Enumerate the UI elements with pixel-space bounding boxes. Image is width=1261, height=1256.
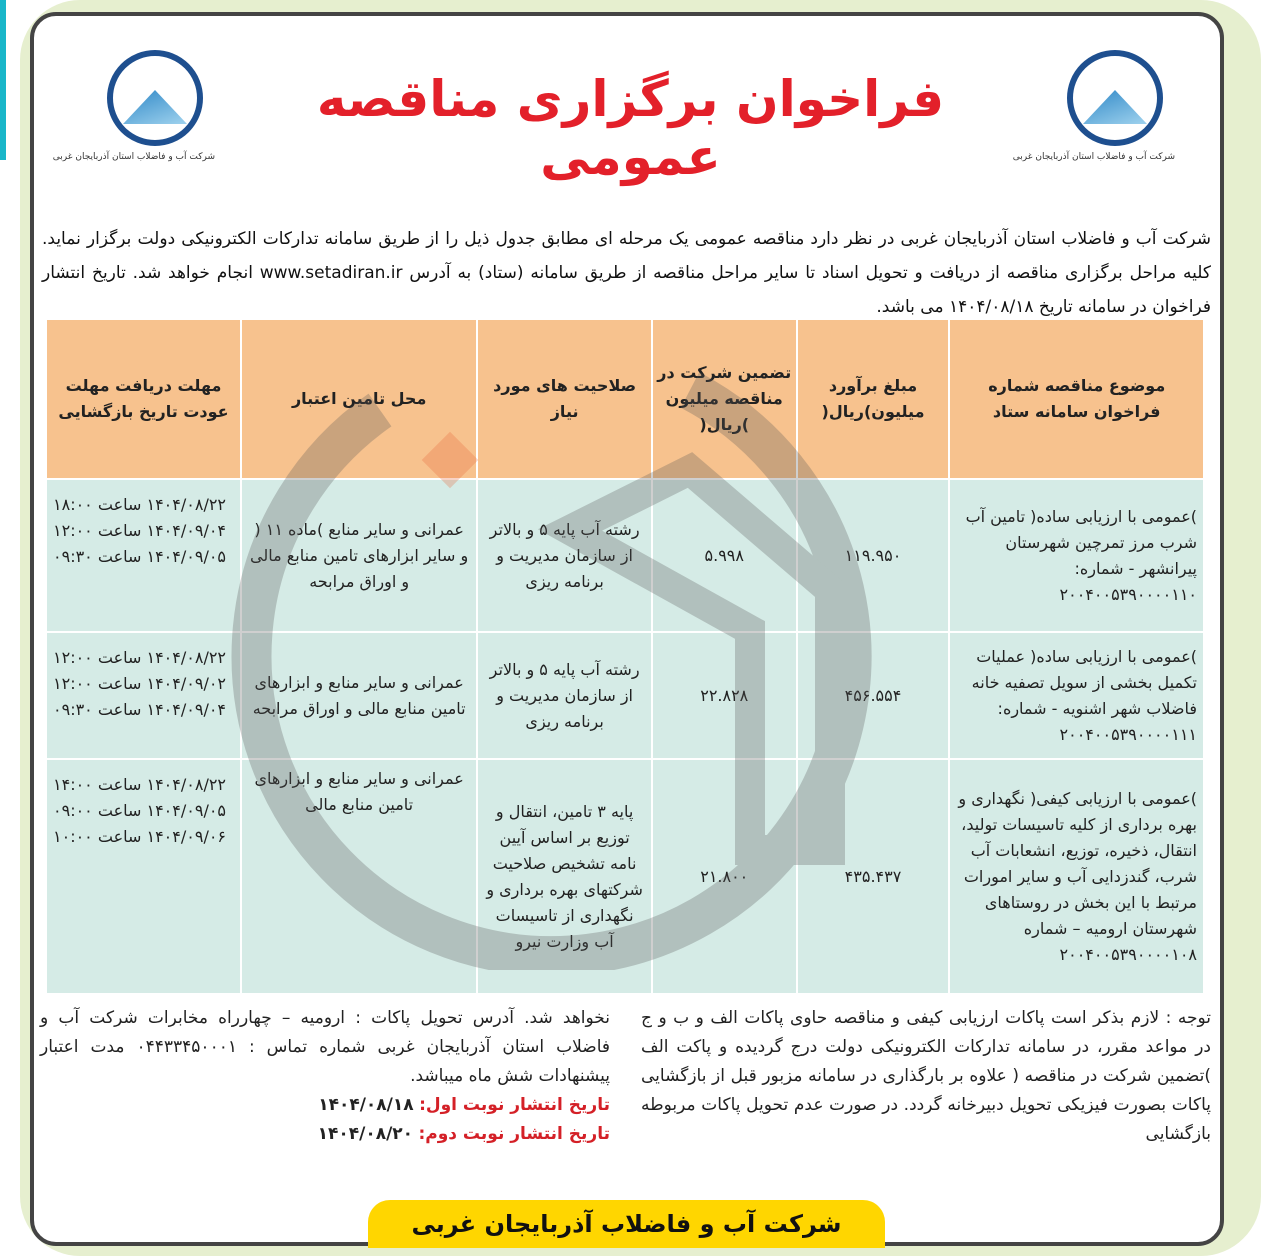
note-paragraph: توجه : لازم بذکر است پاکات ارزیابی کیفی و مناقصه حاوی پاکات الف و ب و ج در مواعد مقرر، در سامانه تدارکات الکترونیکی دولت درج گردیده و پاکت الف )تضمین شرکت در مناقصه ( علاوه بر بارگذاری در سامانه مزبور قبل از بازگشایی پاکات بصورت فیزیکی تحویل دبیرخانه گردد. در صورت عدم تحویل پاکات مربوطه بازگشایی: [641, 1008, 1211, 1144]
publish-first-label: تاریخ انتشار نوبت اول:: [419, 1095, 610, 1115]
publish-second-label: تاریخ انتشار نوبت دوم:: [418, 1124, 610, 1144]
intro-paragraph: شرکت آب و فاضلاب استان آذربایجان غربی در نظر دارد مناقصه عمومی یک مرحله ای مطابق جدول ذیل را از طریق سامانه تدارکات الکترونیکی دولت برگزار نماید. کلیه مراحل برگزاری مناقصه از دریافت و تحویل اسناد تا سایر مراحل مناقصه از طریق سامانه (ستاد) به آدرس www.setadiran.ir انجام خواهد شد. تاریخ انتشار فراخوان در سامانه تاریخ ۱۴۰۴/۰۸/۱۸ می باشد.: [42, 229, 1211, 317]
col-header: مبلغ برآورد میلیون)ریال(: [797, 319, 950, 479]
address-block: [40, 1004, 610, 1149]
table-row: [46, 759, 1204, 994]
col-header: مهلت دریافت مهلت عودت تاریخ بازگشایی: [46, 319, 241, 479]
opening-date: ۱۴۰۴/۰۹/۰۴ ساعت ۰۹:۳۰: [53, 700, 227, 719]
subject-cell: )عمومی با ارزیابی ساده( تامین آب شرب مرز تمرچین شهرستان پیرانشهر - شماره: ۲۰۰۴۰۰۵۳۹۰۰۰۰۱۱۰: [949, 479, 1204, 632]
deadline-return: ۱۴۰۴/۰۹/۰۲ ساعت ۱۲:۰۰: [53, 674, 227, 693]
table-row: [46, 632, 1204, 759]
page-title: فراخوان برگزاری مناقصه عمومی: [316, 70, 945, 186]
funding-cell: عمرانی و سایر منابع )ماده ۱۱ ( و سایر ابزارهای تامین منابع مالی و اوراق مرابحه: [241, 479, 477, 632]
company-logo-left: [52, 50, 215, 162]
company-logo-right: [1012, 50, 1175, 162]
logo-caption: شرکت آب و فاضلاب استان آذربایجان غربی: [1012, 152, 1175, 162]
estimate-cell: ۴۳۵.۴۳۷: [797, 759, 950, 994]
guarantee-cell: ۵.۹۹۸: [652, 479, 797, 632]
water-logo-icon: [107, 50, 203, 146]
col-header: موضوع مناقصه شماره فراخوان سامانه ستاد: [949, 319, 1204, 479]
deadline-return: ۱۴۰۴/۰۹/۰۴ ساعت ۱۲:۰۰: [53, 521, 227, 540]
table-header-row: [46, 319, 1204, 479]
funding-cell: عمرانی و سایر منابع و ابزارهای تامین منابع مالی: [241, 759, 477, 994]
guarantee-cell: ۲۱.۸۰۰: [652, 759, 797, 994]
col-header: تضمین شرکت در مناقصه میلیون )ریال(: [652, 319, 797, 479]
dates-cell: [46, 759, 241, 994]
dates-cell: [46, 632, 241, 759]
deadline-receive: ۱۴۰۴/۰۸/۲۲ ساعت ۱۴:۰۰: [53, 775, 227, 794]
tender-table: [45, 318, 1205, 995]
qualification-cell: پایه ۳ تامین، انتقال و توزیع بر اساس آیین نامه تشخیص صلاحیت شرکتهای بهره برداری و نگهداری از تاسیسات آب وزارت نیرو: [477, 759, 652, 994]
deadline-receive: ۱۴۰۴/۰۸/۲۲ ساعت ۱۸:۰۰: [53, 495, 227, 514]
col-header: صلاحیت های مورد نیاز: [477, 319, 652, 479]
estimate-cell: ۴۵۶.۵۵۴: [797, 632, 950, 759]
logo-caption: شرکت آب و فاضلاب استان آذربایجان غربی: [52, 152, 215, 162]
qualification-cell: رشته آب پایه ۵ و بالاتر از سازمان مدیریت و برنامه ریزی: [477, 632, 652, 759]
estimate-cell: ۱۱۹.۹۵۰: [797, 479, 950, 632]
deadline-receive: ۱۴۰۴/۰۸/۲۲ ساعت ۱۲:۰۰: [53, 648, 227, 667]
table-row: [46, 479, 1204, 632]
subject-cell: )عمومی با ارزیابی کیفی( نگهداری و بهره برداری از کلیه تاسیسات تولید، انتقال، ذخیره، توزیع، انشعابات آب شرب، گندزدایی آب و سایر امورات مرتبط با این بخش در روستاهای شهرستان ارومیه – شماره ۲۰۰۴۰۰۵۳۹۰۰۰۰۱۰۸: [949, 759, 1204, 994]
opening-date: ۱۴۰۴/۰۹/۰۶ ساعت ۱۰:۰۰: [53, 827, 227, 846]
address-text: نخواهد شد. آدرس تحویل پاکات : ارومیه – چهارراه مخابرات شرکت آب و فاضلاب استان آذربایجان غربی شماره تماس : ۰۴۴۳۳۴۵۰۰۰۱ مدت اعتبار پیشنهادات شش ماه میباشد.: [40, 1008, 610, 1086]
subject-cell: )عمومی با ارزیابی ساده( عملیات تکمیل بخشی از سویل تصفیه خانه فاضلاب شهر اشنویه - شماره: ۲۰۰۴۰۰۵۳۹۰۰۰۰۱۱۱: [949, 632, 1204, 759]
water-logo-icon: [1067, 50, 1163, 146]
publish-first-date: ۱۴۰۴/۰۸/۱۸: [318, 1095, 414, 1115]
funding-cell: عمرانی و سایر منابع و ابزارهای تامین منابع مالی و اوراق مرابحه: [241, 632, 477, 759]
publish-second-date: ۱۴۰۴/۰۸/۲۰: [317, 1124, 414, 1144]
guarantee-cell: ۲۲.۸۲۸: [652, 632, 797, 759]
opening-date: ۱۴۰۴/۰۹/۰۵ ساعت ۰۹:۳۰: [53, 547, 227, 566]
edge-stripe: [0, 0, 6, 160]
dates-cell: [46, 479, 241, 632]
col-header: محل تامین اعتبار: [241, 319, 477, 479]
deadline-return: ۱۴۰۴/۰۹/۰۵ ساعت ۰۹:۰۰: [53, 801, 227, 820]
qualification-cell: رشته آب پایه ۵ و بالاتر از سازمان مدیریت و برنامه ریزی: [477, 479, 652, 632]
footer-banner: شرکت آب و فاضلاب آذربایجان غربی: [368, 1200, 885, 1248]
